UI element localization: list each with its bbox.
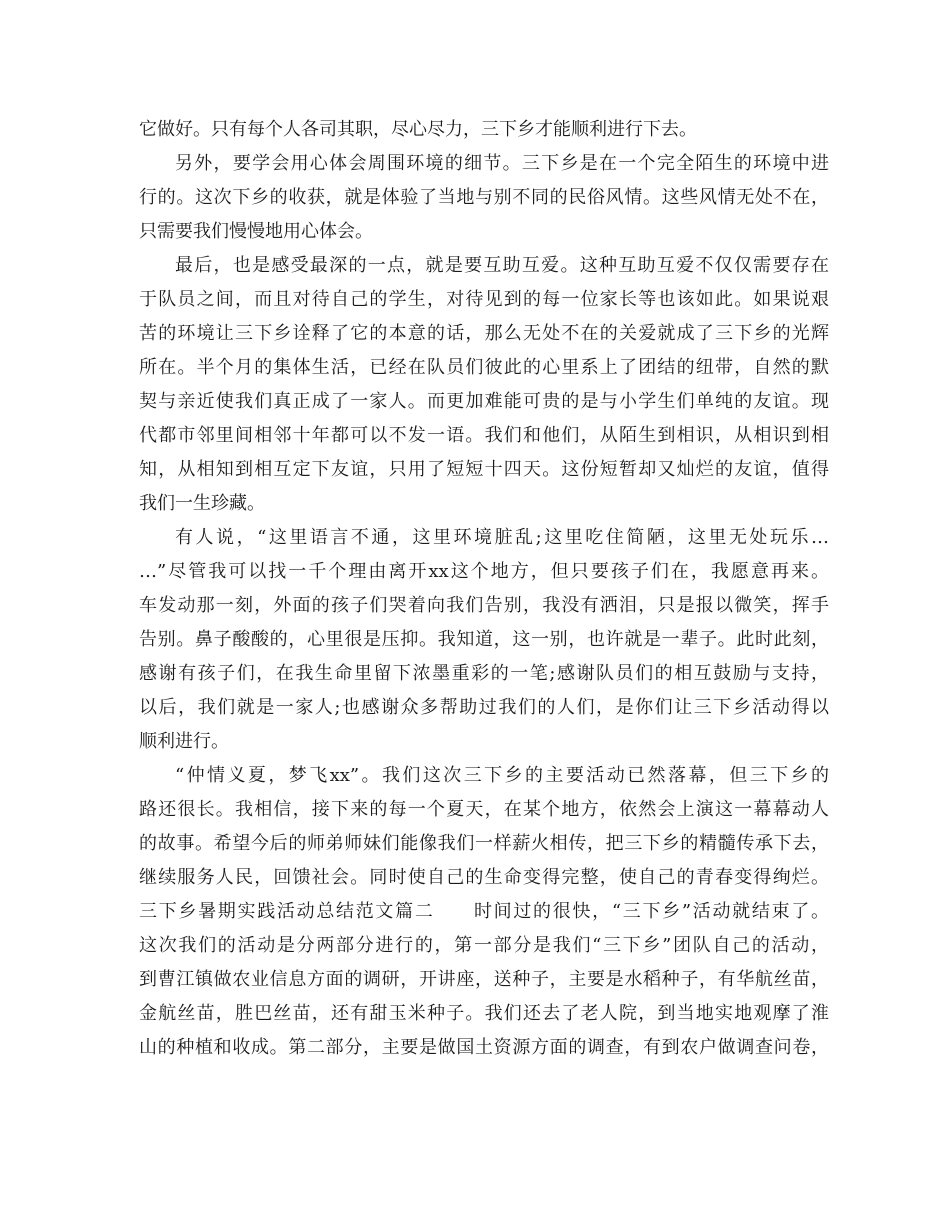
text-line: 行的。这次下乡的收获，就是体验了当地与别不同的民俗风情。这些风情无处不在， [139, 187, 829, 208]
text-line: 顺利进行。 [139, 731, 229, 752]
text-line: 我们一生珍藏。 [139, 493, 265, 514]
text-line: 继续服务人民，回馈社会。同时使自己的生命变得完整，使自己的青春变得绚烂。 [139, 867, 829, 888]
text-line: 所在。半个月的集体生活，已经在队员们彼此的心里系上了团结的纽带，自然的默 [139, 357, 829, 378]
text-line: 到曹江镇做农业信息方面的调研，开讲座，送种子，主要是水稻种子，有华航丝苗， [139, 969, 829, 990]
text-line: “仲情义夏，梦飞xx”。我们这次三下乡的主要活动已然落幕，但三下乡的 [175, 765, 829, 786]
text-line: 契与亲近使我们真正成了一家人。而更加难能可贵的是与小学生们单纯的友谊。现 [139, 391, 829, 412]
text-line: …”尽管我可以找一千个理由离开xx这个地方，但只要孩子们在，我愿意再来。 [139, 561, 829, 582]
text-line: 感谢有孩子们，在我生命里留下浓墨重彩的一笔;感谢队员们的相互鼓励与支持， [139, 663, 829, 684]
text-line: 知，从相知到相互定下友谊，只用了短短十四天。这份短暂却又灿烂的友谊，值得 [139, 459, 829, 480]
body-text [139, 113, 829, 1065]
text-line: 只需要我们慢慢地用心体会。 [139, 221, 373, 242]
text-line: 的故事。希望今后的师弟师妹们能像我们一样薪火相传，把三下乡的精髓传承下去， [139, 833, 829, 854]
text-line: 有人说，“这里语言不通，这里环境脏乱;这里吃住简陋，这里无处玩乐… [175, 527, 829, 548]
text-line: 最后，也是感受最深的一点，就是要互助互爱。这种互助互爱不仅仅需要存在 [175, 255, 829, 276]
text-line: 代都市邻里间相邻十年都可以不发一语。我们和他们，从陌生到相识，从相识到相 [139, 425, 829, 446]
text-line: 告别。鼻子酸酸的，心里很是压抑。我知道，这一别，也许就是一辈子。此时此刻， [139, 629, 829, 650]
text-line: 以后，我们就是一家人;也感谢众多帮助过我们的人们，是你们让三下乡活动得以 [139, 697, 829, 718]
text-line: 车发动那一刻，外面的孩子们哭着向我们告别，我没有洒泪，只是报以微笑，挥手 [139, 595, 829, 616]
text-line: 它做好。只有每个人各司其职，尽心尽力，三下乡才能顺利进行下去。 [139, 119, 697, 140]
text-line: 这次我们的活动是分两部分进行的，第一部分是我们“三下乡”团队自己的活动， [139, 935, 829, 956]
text-line: 路还很长。我相信，接下来的每一个夏天，在某个地方，依然会上演这一幕幕动人 [139, 799, 829, 820]
text-line: 山的种植和收成。第二部分，主要是做国土资源方面的调查，有到农户做调查问卷， [139, 1037, 829, 1058]
text-line: 于队员之间，而且对待自己的学生，对待见到的每一位家长等也该如此。如果说艰 [139, 289, 829, 310]
text-line: 另外，要学会用心体会周围环境的细节。三下乡是在一个完全陌生的环境中进 [175, 153, 829, 174]
text-line: 金航丝苗，胜巴丝苗，还有甜玉米种子。我们还去了老人院，到当地实地观摩了淮 [139, 1003, 829, 1024]
text-line: 苦的环境让三下乡诠释了它的本意的话，那么无处不在的关爱就成了三下乡的光辉 [139, 323, 829, 344]
text-line: 三下乡暑期实践活动总结范文篇二 时间过的很快，“三下乡”活动就结束了。 [139, 901, 829, 922]
